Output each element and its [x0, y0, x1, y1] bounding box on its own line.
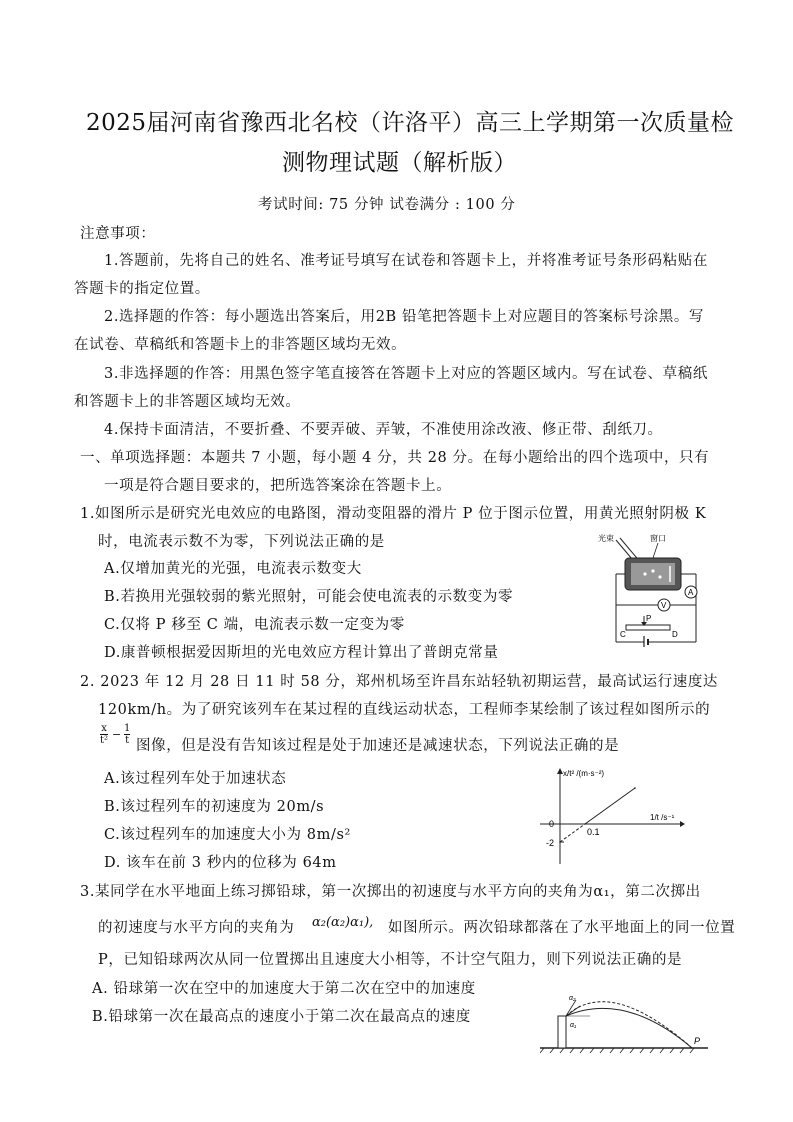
section-heading: 一、单项选择题：本题共 7 小题，每小题 4 分，共 28 分。在每小题给出的四个选项中，只有 [80, 450, 710, 466]
y-tick-label: -2 [546, 838, 555, 848]
frac-denominator: t² [100, 735, 109, 746]
q3-angle-formula: α₂(α₂)α₁), [312, 915, 374, 930]
q3-option-a: A. 铅球第一次在空中的加速度大于第二次在空中的加速度 [92, 981, 476, 997]
x-axis-label: 1/t /s⁻¹ [650, 813, 675, 822]
ammeter-label: A [688, 588, 694, 597]
thrower-platform [558, 1016, 566, 1048]
q2-option-d: D. 该车在前 3 秒内的位移为 64m [104, 855, 337, 871]
frac-numerator: x [101, 723, 107, 734]
notice-item: 和答题卡上的非答题区域均无效。 [74, 394, 301, 410]
section-heading-cont: 一项是符合题目要求的，把所选答案涂在答题卡上。 [104, 478, 452, 494]
landing-point-label: P [694, 1036, 701, 1046]
q2-stem: 2. 2023 年 12 月 28 日 11 时 58 分，郑州机场至许昌东站轻轨初期运营，最高试运行速度达 [80, 674, 719, 690]
slider-p-label: P [646, 614, 652, 623]
q2-line-chart [530, 766, 685, 866]
notice-item: 答题卡的指定位置。 [74, 281, 210, 297]
doc-title-line2: 测物理试题（解析版） [282, 150, 517, 176]
q3-stem-cont: 的初速度与水平方向的夹角为 [98, 920, 295, 936]
y-tick-label: 0 [549, 819, 555, 829]
notice-item: 在试卷、草稿纸和答题卡上的非答题区域均无效。 [74, 337, 407, 353]
voltmeter-label: V [661, 601, 667, 610]
q2-frac-1-over-t [124, 723, 130, 746]
q3-option-b: B.铅球第一次在最高点的速度小于第二次在最高点的速度 [92, 1009, 471, 1025]
end-c-label: C [620, 630, 626, 639]
doc-title-line1: 2025届河南省豫西北名校（许洛平）高三上学期第一次质量检 [86, 110, 735, 136]
q3-stem-cont: P，已知铅球两次从同一位置掷出且速度大小相等，不计空气阻力，则下列说法正确的是 [98, 952, 683, 968]
notice-item: 2.选择题的作答：每小题选出答案后，用2B 铅笔把答题卡上对应题目的答案标号涂黑。写 [104, 309, 705, 325]
q2-option-c: C.该过程列车的加速度大小为 8m/s² [104, 827, 351, 843]
q2-option-a: A.该过程列车处于加速状态 [104, 771, 287, 787]
series-line-solid [585, 788, 635, 824]
series-line-dashed [560, 824, 585, 842]
q1-option-c: C.仅将 P 移至 C 端，电流表示数一定变为零 [104, 617, 405, 633]
end-d-label: D [672, 630, 678, 639]
q1-option-b: B.若换用光强较弱的紫光照射，可能会使电流表的示数变为零 [104, 589, 514, 605]
q3-stem-cont: 如图所示。两次铅球都落在了水平地面上的同一位置 [388, 920, 736, 936]
frac-denominator: t [125, 735, 130, 746]
q3-trajectory-figure [540, 986, 710, 1056]
q2-stem-cont: 图像，但是没有告知该过程是处于加速还是减速状态，下列说法正确的是 [136, 738, 620, 754]
velocity-arrow-1 [566, 1006, 580, 1016]
data-point [634, 787, 636, 789]
x-axis-arrow [680, 821, 685, 827]
q1-stem: 1.如图所示是研究光电效应的电路图，滑动变阻器的滑片 P 位于图示位置，用黄光照射阴极 K [80, 506, 707, 522]
alpha1-label: α₁ [570, 1022, 577, 1029]
y-axis-label: x/t² /(m·s⁻²) [563, 769, 605, 778]
q3-stem: 3.某同学在水平地面上练习掷铅球，第一次掷出的初速度与水平方向的夹角为α₁，第二次掷出 [80, 884, 701, 900]
frac-numerator: 1 [124, 723, 131, 734]
q2-stem-cont: 120km/h。为了研究该列车在某过程的直线运动状态，工程师李某绘制了该过程如图所示的 [98, 702, 711, 718]
trajectory-1 [566, 1008, 692, 1048]
window-label: 窗口 [650, 534, 666, 543]
notice-heading: 注意事项： [80, 226, 156, 242]
light-beam-label: 光束 [598, 534, 614, 543]
alpha2-label: α₂ [569, 995, 576, 1002]
exam-info: 考试时间: 75 分钟 试卷满分 : 100 分 [258, 197, 516, 213]
notice-item: 4.保持卡面清洁，不要折叠、不要弄破、弄皱，不准使用涂改液、修正带、刮纸刀。 [104, 422, 663, 438]
x-tick-label: 0.1 [587, 827, 600, 837]
q2-option-b: B.该过程列车的初速度为 20m/s [104, 799, 325, 815]
notice-item: 1.答题前，先将自己的姓名、准考证号填写在试卷和答题卡上，并将准考证号条形码粘贴在 [104, 253, 708, 269]
q2-frac-x-over-t2 [100, 723, 108, 746]
q2-frac-dash: − [112, 728, 122, 741]
q1-stem-cont: 时，电流表示数不为零，下列说法正确的是 [98, 534, 385, 550]
notice-item: 3.非选择题的作答：用黑色签字笔直接答在答题卡上对应的答题区域内。写在试卷、草稿纸 [104, 366, 708, 382]
trajectory-2 [566, 1002, 692, 1048]
ground-hatching [540, 1048, 694, 1053]
data-point [584, 823, 586, 825]
q1-option-d: D.康普顿根据爱因斯坦的光电效应方程计算出了普朗克常量 [104, 645, 499, 661]
q1-option-a: A.仅增加黄光的光强，电流表示数变大 [104, 561, 362, 577]
q1-circuit-figure [598, 530, 702, 648]
